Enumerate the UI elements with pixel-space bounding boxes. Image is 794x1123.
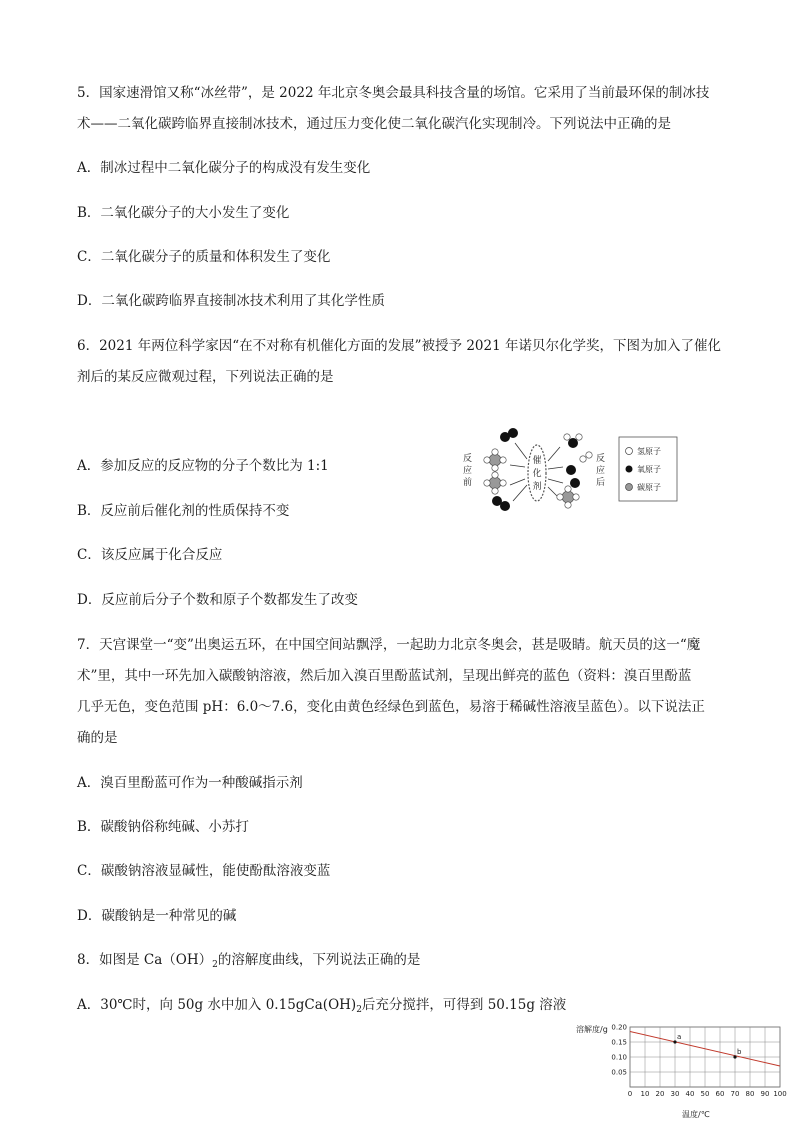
legend-oxygen-label: 氧原子 — [637, 465, 661, 474]
solubility-chart — [576, 1020, 792, 1120]
q5-option-c: C．二氧化碳分子的质量和体积发生了变化 — [77, 249, 331, 265]
reactant-methane-molecule-1 — [484, 449, 506, 471]
chart-grid — [630, 1027, 780, 1087]
q7-option-d: D．碳酸钠是一种常见的碱 — [77, 908, 237, 924]
q8-option-a: A．30℃时，向 50g 水中加入 $0.15gCa(OH)_2$后充分搅拌，可得到 50.15g 溶液 — [77, 997, 567, 1015]
legend-oxygen-icon — [626, 466, 633, 473]
chart-x-tick-label: 0 — [627, 1090, 633, 1098]
reactant-methane-molecule-2 — [484, 472, 506, 494]
chart-y-tick-label: 0.05 — [611, 1068, 627, 1077]
before-char-1: 反 — [463, 454, 473, 464]
q5-stem-line1: 5．国家速滑馆又称“冰丝带”，是 2022 年北京冬奥会最具科技含量的场馆。它采用了当前最环保的制冰技 — [77, 85, 710, 101]
chart-y-tick-label: 0.10 — [611, 1053, 627, 1062]
chart-x-tick-label: 80 — [745, 1090, 755, 1098]
before-char-3: 前 — [463, 478, 473, 488]
legend-hydrogen-label: 氢原子 — [637, 447, 661, 456]
chart-x-tick-label: 10 — [640, 1090, 650, 1098]
chart-x-tick-label: 60 — [715, 1090, 725, 1098]
legend-hydrogen-icon — [626, 448, 633, 455]
chart-x-ticks — [628, 1090, 787, 1098]
reaction-diagram — [455, 423, 685, 513]
q8-stem: 8．如图是 $Ca(OH)_2$的溶解度曲线，下列说法正确的是 — [77, 952, 421, 970]
chart-x-tick-label: 100 — [773, 1090, 787, 1098]
legend-carbon-label: 碳原子 — [637, 483, 661, 492]
before-char-2: 应 — [463, 466, 473, 476]
chart-xlabel: 温度/℃ — [682, 1110, 710, 1119]
chart-ylabel: 溶解度/g — [576, 1025, 608, 1034]
chart-point-label: a — [677, 1033, 682, 1041]
chart-x-tick-label: 90 — [760, 1090, 770, 1098]
q6-option-c: C．该反应属于化合反应 — [77, 547, 223, 563]
q7-stem-line1: 7．天宫课堂一“变”出奥运五环，在中国空间站飘浮，一起助力北京冬奥会，甚是吸睛。航天员的这一“魔 — [77, 637, 701, 653]
chart-x-tick-label: 50 — [700, 1090, 710, 1098]
product-carbon-molecule — [557, 486, 579, 508]
after-char-1: 反 — [596, 454, 606, 464]
legend-carbon-icon — [626, 484, 633, 491]
q5-option-b: B．二氧化碳分子的大小发生了变化 — [77, 205, 290, 221]
q7-stem-line2: 术”里，其中一环先加入碳酸钠溶液，然后加入溴百里酚蓝试剂，呈现出鲜亮的蓝色（资料：溴百里酚蓝 — [77, 668, 692, 684]
product-hydrogen-molecule — [580, 452, 592, 462]
q5-option-d: D．二氧化碳跨临界直接制冰技术利用了其化学性质 — [77, 293, 385, 309]
product-oxygen-atoms — [566, 465, 580, 488]
chart-x-tick-label: 30 — [670, 1090, 680, 1098]
chart-point-label: b — [737, 1048, 742, 1056]
q7-stem-line4: 确的是 — [77, 730, 118, 746]
catalyst-char-2: 化 — [532, 469, 542, 479]
after-char-2: 应 — [596, 466, 606, 476]
q6-option-b: B．反应前后催化剂的性质保持不变 — [77, 503, 290, 519]
after-char-3: 后 — [596, 478, 606, 488]
catalyst-char-3: 剂 — [532, 482, 542, 492]
q6-stem-line1: 6．2021 年两位科学家因“在不对称有机催化方面的发展”被授予 2021 年诺贝尔化学奖，下图为加入了催化 — [77, 338, 721, 354]
chart-x-tick-label: 70 — [730, 1090, 740, 1098]
q6-option-d: D．反应前后分子个数和原子个数都发生了改变 — [77, 592, 358, 608]
q6-option-a: A．参加反应的反应物的分子个数比为 1:1 — [77, 458, 329, 474]
chart-x-tick-label: 40 — [685, 1090, 695, 1098]
q5-stem-line2: 术——二氧化碳跨临界直接制冰技术，通过压力变化使二氧化碳汽化实现制冷。下列说法中正确的是 — [77, 116, 671, 132]
q7-option-a: A．溴百里酚蓝可作为一种酸碱指示剂 — [77, 775, 303, 791]
q5-option-a: A．制冰过程中二氧化碳分子的构成没有发生变化 — [77, 160, 371, 176]
q6-stem-line2: 剂后的某反应微观过程，下列说法正确的是 — [77, 369, 334, 385]
reactant-oxygen-molecule-2 — [492, 496, 510, 511]
q7-option-c: C．碳酸钠溶液显碱性，能使酚酞溶液变蓝 — [77, 863, 331, 879]
catalyst-char-1: 催 — [532, 456, 542, 466]
chart-y-ticks — [611, 1024, 627, 1077]
q7-option-b: B．碳酸钠俗称纯碱、小苏打 — [77, 819, 249, 835]
chart-x-tick-label: 20 — [655, 1090, 665, 1098]
chart-y-tick-label: 0.15 — [611, 1038, 627, 1047]
q7-stem-line3: 几乎无色，变色范围 pH：6.0～7.6，变化由黄色经绿色到蓝色，易溶于稀碱性溶液呈蓝色）。以下说法正 — [77, 699, 705, 715]
product-water-molecule — [564, 434, 582, 448]
reactant-oxygen-molecule — [500, 428, 518, 442]
chart-y-tick-label: 0.20 — [611, 1023, 627, 1032]
